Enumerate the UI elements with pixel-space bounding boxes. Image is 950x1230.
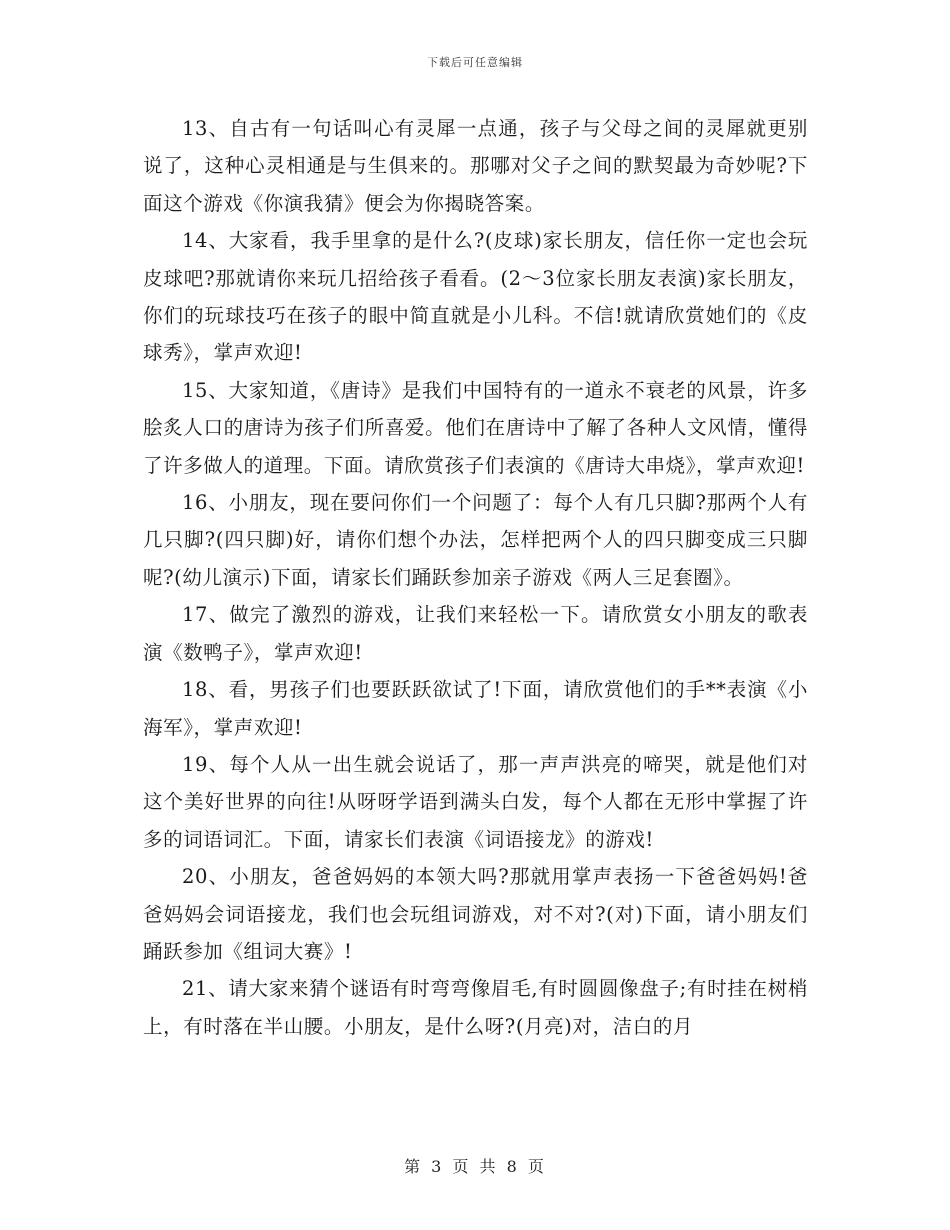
paragraph-16: 16、小朋友，现在要问你们一个问题了：每个人有几只脚?那两个人有几只脚?(四只脚)好，请你们想个办法，怎样把两个人的四只脚变成三只脚呢?(幼儿演示)下面，请家长们踊跃参加亲子游戏《两人三足套圈》。 [143,491,808,589]
paragraph-20: 20、小朋友，爸爸妈妈的本领大吗?那就用掌声表扬一下爸爸妈妈!爸爸妈妈会词语接龙，我们也会玩组词游戏，对不对?(对)下面，请小朋友们踊跃参加《组词大赛》! [143,865,808,963]
document-body [143,110,808,1045]
paragraph-19: 19、每个人从一出生就会说话了，那一声声洪亮的啼哭，就是他们对这个美好世界的向往!从呀呀学语到满头白发，每个人都在无形中掌握了许多的词语词汇。下面，请家长们表演《词语接龙》的游戏! [143,752,808,851]
paragraph-21: 21、请大家来猜个谜语有时弯弯像眉毛,有时圆圆像盘子;有时挂在树梢上，有时落在半山腰。小朋友，是什么呀?(月亮)对，洁白的月 [143,977,808,1038]
paragraph-15: 15、大家知道，《唐诗》是我们中国特有的一道永不衰老的风景，许多脍炙人口的唐诗为孩子们所喜爱。他们在唐诗中了解了各种人文风情，懂得了许多做人的道理。下面。请欣赏孩子们表演的《唐诗大串烧》，掌声欢迎! [143,378,808,477]
paragraph-18: 18、看，男孩子们也要跃跃欲试了!下面，请欣赏他们的手**表演《小海军》，掌声欢迎! [143,678,808,739]
page-number-footer: 第 3 页 共 8 页 [404,1157,546,1176]
paragraph-14: 14、大家看，我手里拿的是什么?(皮球)家长朋友，信任你一定也会玩皮球吧?那就请你来玩几招给孩子看看。(2～3位家长朋友表演)家长朋友，你们的玩球技巧在孩子的眼中简直就是小儿科。不信!就请欣赏她们的《皮球秀》，掌声欢迎! [143,229,808,365]
paragraph-17: 17、做完了激烈的游戏，让我们来轻松一下。请欣赏女小朋友的歌表演《数鸭子》，掌声欢迎! [143,603,808,664]
page-header: 下载后可任意编辑 [427,56,523,69]
paragraph-13: 13、自古有一句话叫心有灵犀一点通，孩子与父母之间的灵犀就更别说了，这种心灵相通是与生俱来的。那哪对父子之间的默契最为奇妙呢?下面这个游戏《你演我猜》便会为你揭晓答案。 [143,117,808,215]
